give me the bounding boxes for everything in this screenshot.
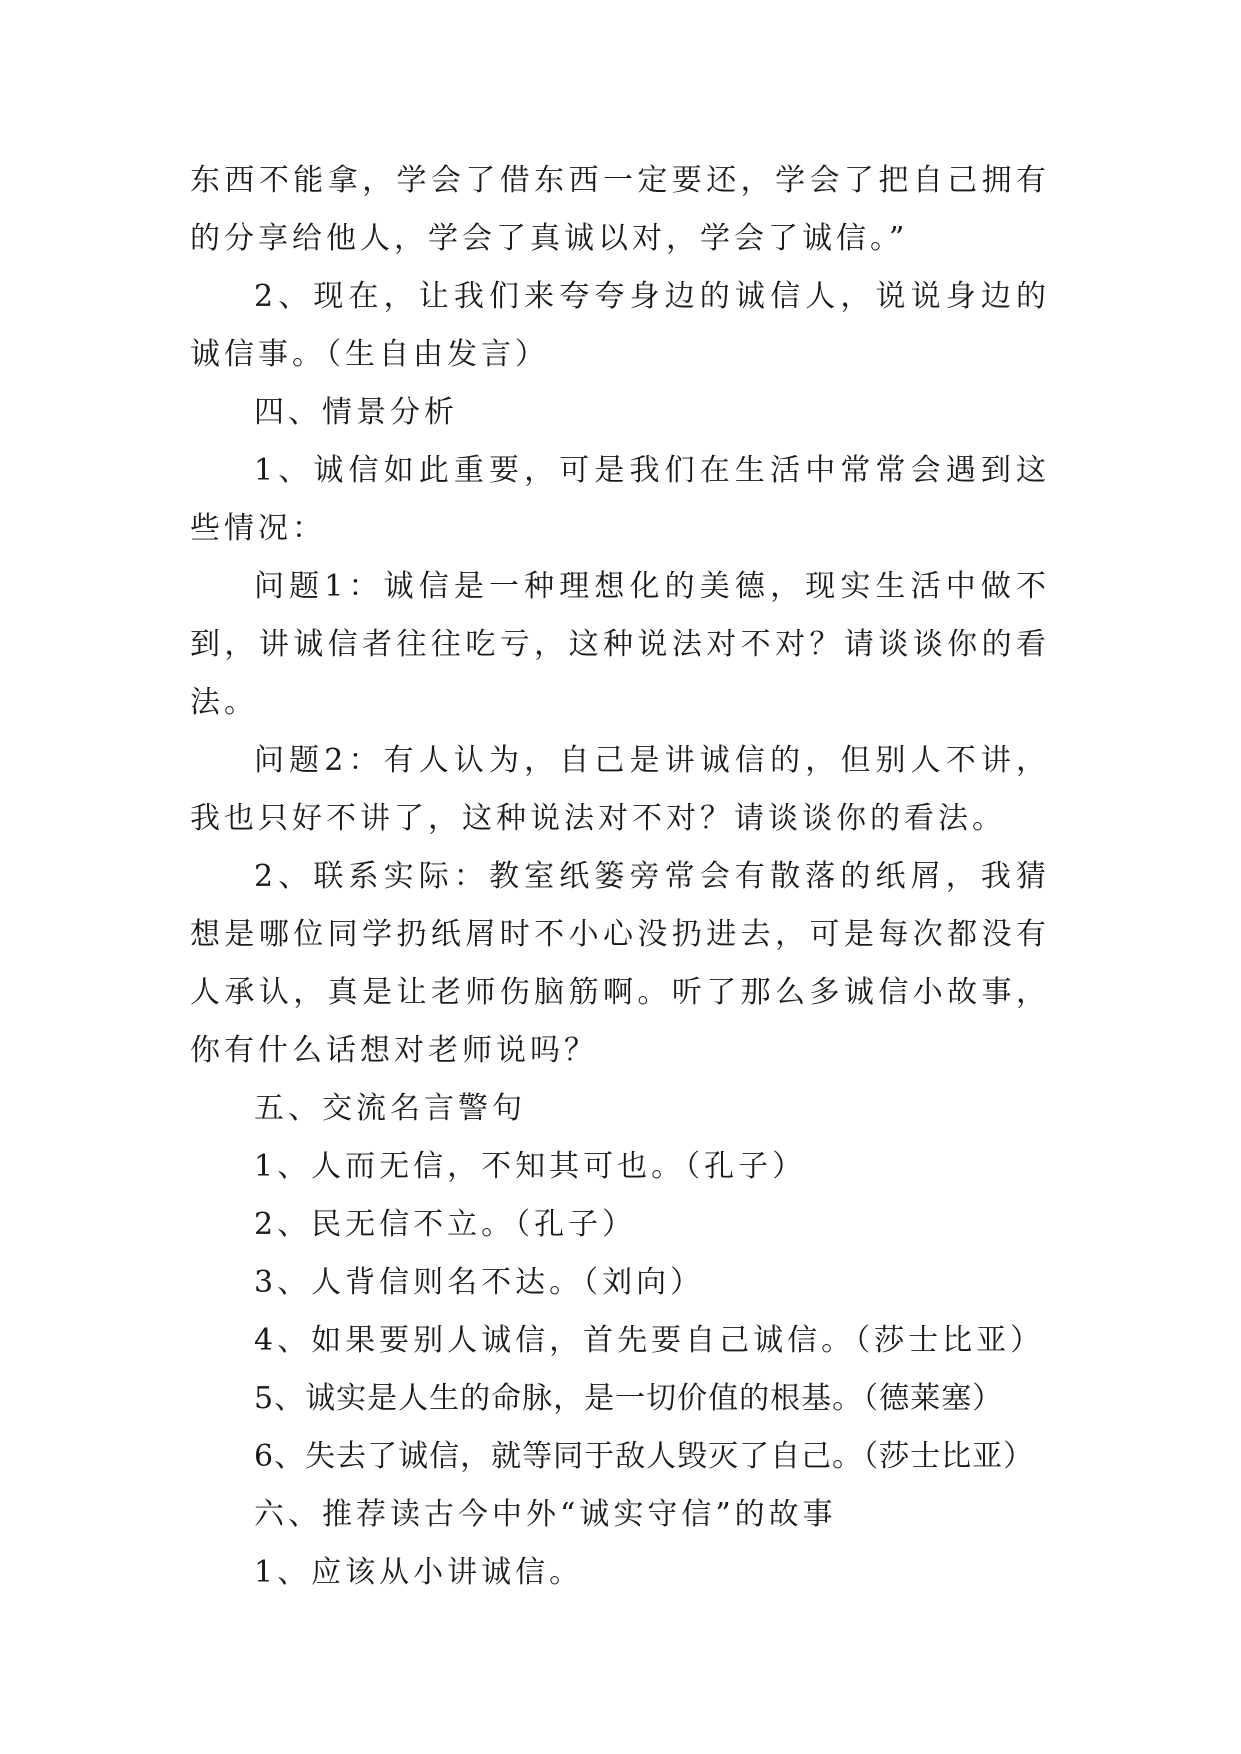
paragraph-question-2: 问题2：有人认为，自己是讲诚信的，但别人不讲，我也只好不讲了，这种说法对不对？请谈谈你的看法。: [190, 743, 1050, 836]
story-item-1: 1、应该从小讲诚信。: [254, 1555, 584, 1590]
section-heading-scenario-analysis: 四、情景分析: [254, 395, 458, 430]
document-body: [190, 152, 1050, 1602]
quote-item-1: 1、人而无信，不知其可也。（孔子）: [254, 1149, 807, 1184]
paragraph-practical-example: 2、联系实际：教室纸篓旁常会有散落的纸屑，我猜想是哪位同学扔纸屑时不小心没扔进去，可是每次都没有人承认，真是让老师伤脑筋啊。听了那么多诚信小故事，你有什么话想对老师说吗？: [190, 859, 1050, 1068]
quote-item-3: 3、人背信则名不达。（刘向）: [254, 1265, 705, 1300]
section-heading-famous-quotes: 五、交流名言警句: [254, 1091, 526, 1126]
paragraph-praise-honest-people: 2、现在，让我们来夸夸身边的诚信人，说说身边的诚信事。（生自由发言）: [190, 279, 1050, 372]
paragraph-continuation: 东西不能拿，学会了借东西一定要还，学会了把自己拥有的分享给他人，学会了真诚以对，学会了诚信。”: [190, 163, 1050, 256]
quote-item-2: 2、民无信不立。（孔子）: [254, 1207, 637, 1242]
paragraph-situations-intro: 1、诚信如此重要，可是我们在生活中常常会遇到这些情况：: [190, 453, 1050, 546]
paragraph-question-1: 问题1：诚信是一种理想化的美德，现实生活中做不到，讲诚信者往往吃亏，这种说法对不对？请谈谈你的看法。: [190, 569, 1050, 720]
quote-item-6: 6、失去了诚信，就等同于敌人毁灭了自己。（莎士比亚）: [254, 1439, 1035, 1474]
section-heading-recommended-stories: 六、推荐读古今中外“诚实守信”的故事: [254, 1497, 837, 1532]
quote-item-4: 4、如果要别人诚信，首先要自己诚信。（莎士比亚）: [254, 1323, 1045, 1358]
quote-item-5: 5、诚实是人生的命脉，是一切价值的根基。（德莱塞）: [254, 1381, 1004, 1416]
